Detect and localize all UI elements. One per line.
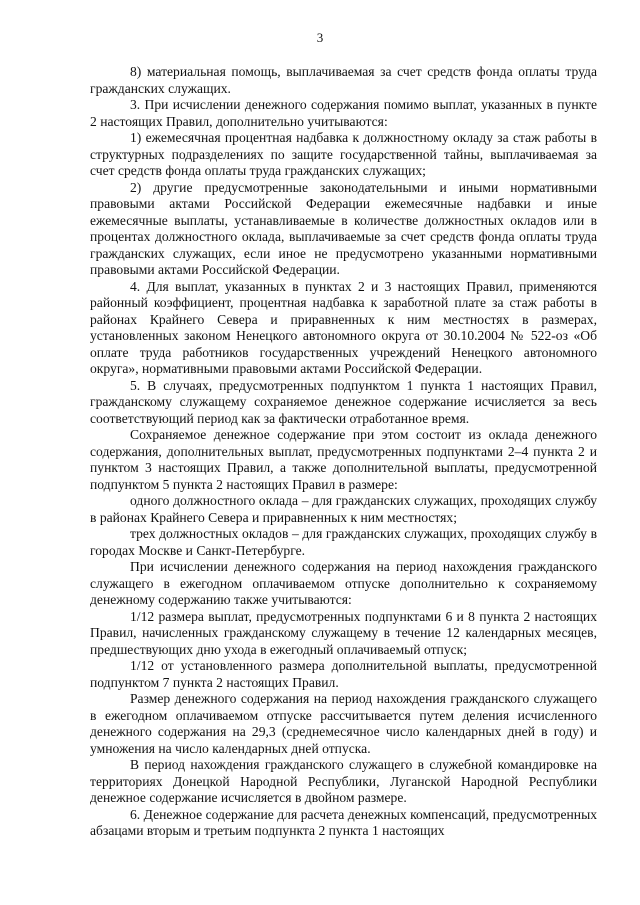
paragraph-9: трех должностных окладов – для гражданских служащих, проходящих службу в городах Москве и Санкт-Петербурге.: [90, 526, 597, 558]
paragraph-15: 6. Денежное содержание для расчета денежных компенсаций, предусмотренных абзацами вторым и третьим подпункта 2 пункта 1 настоящих: [90, 806, 597, 838]
paragraph-12: 1/12 от установленного размера дополнительной выплаты, предусмотренной подпунктом 7 пункта 2 настоящих Правил.: [90, 658, 597, 690]
paragraph-7: Сохраняемое денежное содержание при этом состоит из оклада денежного содержания, дополнительных выплат, предусмотренных подпунктами 2–4 пункта 2 и пунктом 3 настоящих Правил, а также дополнительной выплаты, предусмотренной подпунктом 5 пункта 2 настоящих Правил в размере:: [90, 427, 597, 492]
paragraph-5: 4. Для выплат, указанных в пунктах 2 и 3 настоящих Правил, применяются районный коэффициент, процентная надбавка к заработной плате за стаж работы в районах Крайнего Севера и приравненных к ним местностях в размерах, установленных законом Ненецкого автономного округа от 30.10.2004 № 522-оз «Об оплате труда работников государственных учреждений Ненецкого автономного округа», нормативными правовыми актами Российской Федерации.: [90, 278, 597, 376]
paragraph-2: 3. При исчислении денежного содержания помимо выплат, указанных в пункте 2 настоящих Правил, дополнительно учитываются:: [90, 97, 597, 129]
document-body: [90, 64, 597, 840]
paragraph-8: одного должностного оклада – для гражданских служащих, проходящих службу в районах Крайнего Севера и приравненных к ним местностях;: [90, 493, 597, 525]
paragraph-10: При исчислении денежного содержания на период нахождения гражданского служащего в ежегодном оплачиваемом отпуске дополнительно к сохраняемому денежному содержанию также учитываются:: [90, 559, 597, 607]
paragraph-6: 5. В случаях, предусмотренных подпунктом 1 пункта 1 настоящих Правил, гражданскому служащему сохраняемое денежное содержание исчисляется за весь соответствующий период как за фактически отработанное время.: [90, 377, 597, 426]
paragraph-11: 1/12 размера выплат, предусмотренных подпунктами 6 и 8 пункта 2 настоящих Правил, начисленных гражданскому служащему в течение 12 календарных месяцев, предшествующих дню ухода в ежегодный оплачиваемый отпуск;: [90, 608, 597, 657]
paragraph-1: 8) материальная помощь, выплачиваемая за счет средств фонда оплаты труда гражданских служащих.: [90, 64, 597, 96]
paragraph-3: 1) ежемесячная процентная надбавка к должностному окладу за стаж работы в структурных подразделениях по защите государственной тайны, выплачиваемая за счет средств фонда оплаты труда гражданских служащих;: [90, 130, 597, 178]
paragraph-14: В период нахождения гражданского служащего в служебной командировке на территориях Донецкой Народной Республики, Луганской Народной Республики денежное содержание исчисляется в двойном размере.: [90, 757, 597, 805]
page-number: 3: [316, 30, 324, 45]
paragraph-4: 2) другие предусмотренные законодательными и иными нормативными правовыми актами Российской Федерации ежемесячные надбавки и иные ежемесячные выплаты, устанавливаемые в количестве должностных окладов или в процентах должностного оклада, выплачиваемые за счет средств фонда оплаты труда гражданских служащих, если иное не предусмотрено указанными нормативными правовыми актами Российской Федерации.: [90, 179, 597, 277]
paragraph-13: Размер денежного содержания на период нахождения гражданского служащего в ежегодном оплачиваемом отпуске рассчитывается путем деления исчисленного денежного содержания на 29,3 (среднемесячное число календарных дней в году) и умножения на число календарных дней отпуска.: [90, 691, 597, 756]
